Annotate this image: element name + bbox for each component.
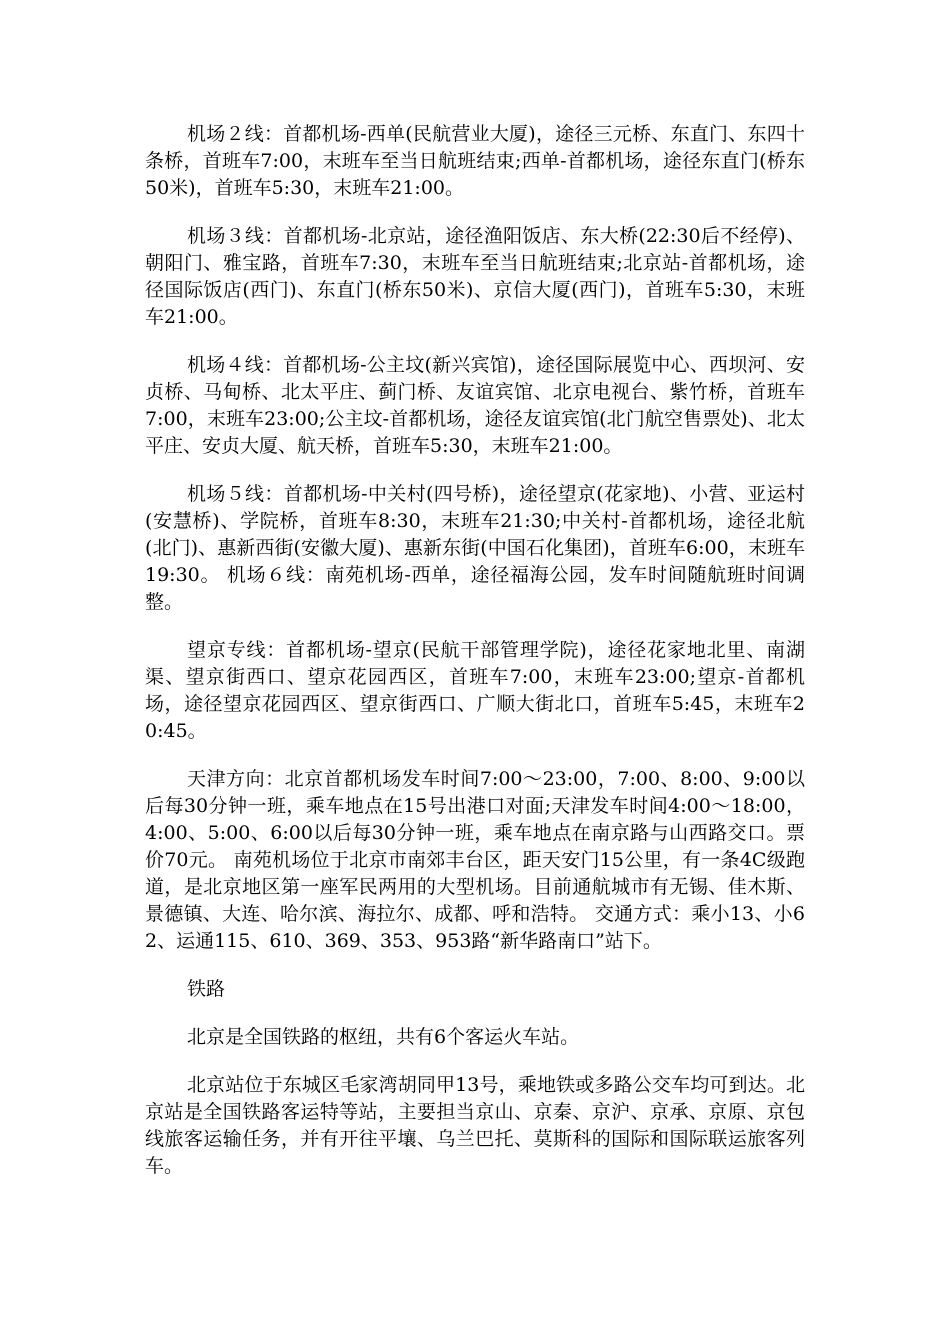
paragraph-airport-line-5-6: 机场５线：首都机场-中关村(四号桥)，途径望京(花家地)、小营、亚运村(安慧桥)、学院桥，首班车8:30，末班车21:30;中关村-首都机场，途径北航(北门)、惠新西街(安徽大厦)、惠新东街(中国石化集团)，首班车6:00，末班车19:30。 机场６线：南苑机场-西单，途径福海公园，发车时间随航班时间调整。 — [145, 483, 805, 613]
paragraph-airport-line-2: 机场２线：首都机场-西单(民航营业大厦)，途径三元桥、东直门、东四十条桥，首班车7:00，末班车至当日航班结束;西单-首都机场，途径东直门(桥东50米)，首班车5:30，末班车21:00。 — [145, 123, 805, 199]
paragraph-airport-line-4: 机场４线：首都机场-公主坟(新兴宾馆)，途径国际展览中心、西坝河、安贞桥、马甸桥、北太平庄、蓟门桥、友谊宾馆、北京电视台、紫竹桥，首班车7:00，末班车23:00;公主坟-首都机场，途径友谊宾馆(北门航空售票处)、北太平庄、安贞大厦、航天桥，首班车5:30，末班车21:00。 — [145, 354, 805, 457]
document-page — [145, 121, 805, 1201]
section-heading-railway: 铁路 — [187, 978, 226, 1000]
paragraph-airport-line-3: 机场３线：首都机场-北京站，途径渔阳饭店、东大桥(22:30后不经停)、朝阳门、雅宝路，首班车7:30，末班车至当日航班结束;北京站-首都机场，途径国际饭店(西门)、东直门(桥东50米)、京信大厦(西门)，首班车5:30，末班车21:00。 — [145, 225, 805, 328]
paragraph-railway-intro: 北京是全国铁路的枢纽，共有6个客运火车站。 — [187, 1026, 580, 1048]
paragraph-beijing-station: 北京站位于东城区毛家湾胡同甲13号，乘地铁或多路公交车均可到达。北京站是全国铁路客运特等站，主要担当京山、京秦、京沪、京承、京原、京包线旅客运输任务，并有开往平壤、乌兰巴托、莫斯科的国际和国际联运旅客列车。 — [145, 1074, 805, 1177]
paragraph-tianjin-nanyuan: 天津方向：北京首都机场发车时间7:00～23:00，7:00、8:00、9:00以后每30分钟一班，乘车地点在15号出港口对面;天津发车时间4:00～18:00，4:00、5:00、6:00以后每30分钟一班，乘车地点在南京路与山西路交口。票价70元。 南苑机场位于北京市南郊丰台区，距天安门15公里，有一条4C级跑道，是北京地区第一座军民两用的大型机场。目前通航城市有无锡、佳木斯、景德镇、大连、哈尔滨、海拉尔、成都、呼和浩特。 交通方式：乘小13、小62、运通115、610、369、353、953路“新华路南口”站下。 — [145, 768, 805, 952]
paragraph-wangjing-line: 望京专线：首都机场-望京(民航干部管理学院)，途径花家地北里、南湖渠、望京街西口、望京花园西区，首班车7:00，末班车23:00;望京-首都机场，途径望京花园西区、望京街西口、广顺大街北口，首班车5:45，末班车20:45。 — [145, 639, 805, 742]
